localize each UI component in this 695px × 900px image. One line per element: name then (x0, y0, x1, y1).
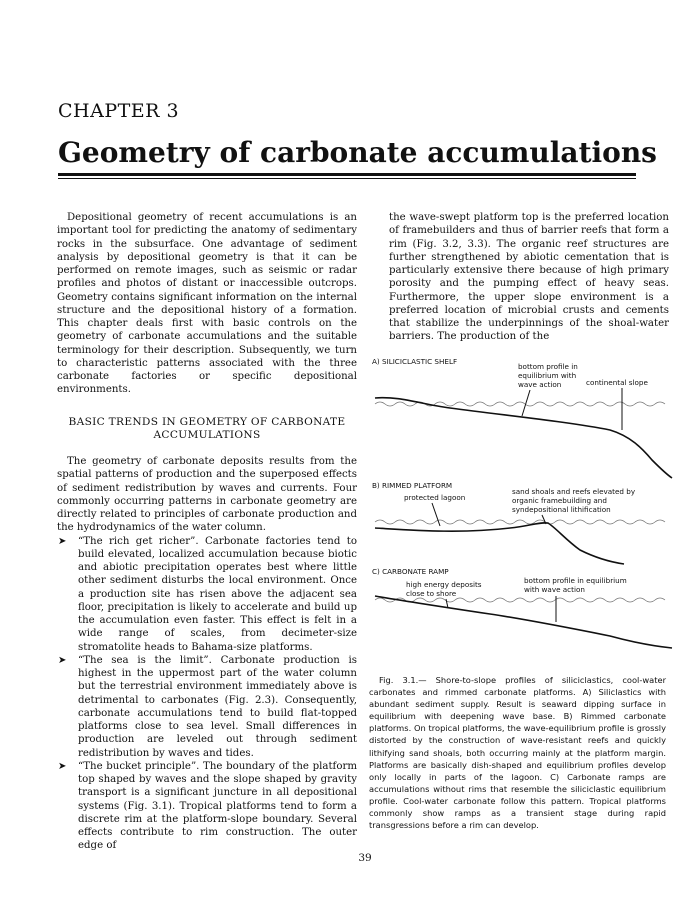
profile-diagram (370, 352, 675, 652)
panel-b-note-shoals-1: sand shoals and reefs elevated by (512, 487, 636, 496)
list-item-text: “The rich get richer”. Carbonate factories tend to build elevated, localized accumulation because biotic and abiotic precipitation operates best where little other sediment disturbs the local environment. Once a production site has risen above the adjacent sea floor, precipitation is likely to accelerate and build up the accumulation even faster. This effect is felt in a wide range of scales, from decimeter-size stromatolite heads to Bahama-size platforms. (78, 535, 357, 653)
panel-a-label: A) SILICICLASTIC SHELF (372, 357, 458, 366)
panel-b-pointer-lagoon (432, 503, 440, 526)
panel-a-note-wave-1: bottom profile in (518, 362, 578, 371)
list-item (57, 535, 357, 654)
panel-a-note-slope: continental slope (586, 378, 648, 387)
figure-3-1 (370, 352, 675, 652)
bullet-arrow-icon: ➤ (58, 535, 67, 547)
right-column (389, 211, 669, 344)
panel-c-note-eq-1: bottom profile in equilibrium (524, 576, 627, 585)
list-item-text: “The sea is the limit”. Carbonate production is highest in the uppermost part of the water column but the terrestrial environment immediately above is detrimental to carbonates (Fig. 2.3). Consequently, carbonate accumulations tend to build flat-topped platforms close to sea level. Small differences in production are leveled out through sediment redistribution by waves and tides. (78, 654, 357, 759)
panel-b-label: B) RIMMED PLATFORM (372, 481, 453, 490)
panel-a-note-wave-2: equilibrium with (518, 371, 577, 380)
panel-b-note-shoals-3: syndepositional lithification (512, 505, 611, 514)
panel-c-note-high-2: close to shore (406, 589, 457, 598)
trends-paragraph: The geometry of carbonate deposits results from the spatial patterns of production and the superposed effects of sediment redistribution by waves and currents. Four commonly occurring patterns in carbonate geometry are directly related to principles of carbonate production and the hydrodynamics of the water column. (57, 456, 357, 534)
chapter-title: Geometry of carbonate accumulations (58, 136, 657, 169)
page-number: 39 (358, 852, 372, 864)
title-rule-thin (58, 178, 636, 179)
panel-b-note-shoals-2: organic framebuilding and (512, 496, 607, 505)
bullet-arrow-icon: ➤ (58, 654, 67, 666)
panel-c-bottom-profile (375, 596, 672, 648)
figure-caption (369, 674, 666, 831)
intro-paragraph: Depositional geometry of recent accumulations is an important tool for predicting the anatomy of sedimentary rocks in the subsurface. One advantage of sediment analysis by depositional geometry is that it can be performed on remote images, such as seismic or radar profiles and photos of distant or inaccessible outcrops. Geometry contains significant information on the internal structure and the depositional history of a formation. This chapter deals first with basic controls on the geometry of carbonate accumulations and the suitable terminology for their description. Subsequently, we turn to characteristic patterns associated with the three carbonate factories or specific depositional environments. (57, 212, 357, 396)
panel-b-sea-surface (375, 520, 665, 524)
list-item (57, 654, 357, 760)
panel-a-note-wave-3: wave action (518, 380, 562, 389)
list-item (57, 760, 357, 853)
caption-text: Fig. 3.1.— Shore-to-slope profiles of siliciclastics, cool-water carbonates and rimmed carbonate platforms. A) Siliclastics with abundant sediment supply. Result is seaward dipping surface in equilibrium with deepening wave base. B) Rimmed carbonate platforms. On tropical platforms, the wave-equilibrium profile is grossly distorted by the construction of wave-resistant reefs and quickly lithifying sand shoals, both occurring mainly at the platform margin. Platforms are basically dish-shaped and equilibrium profiles develop only locally in parts of the lagoon. C) Carbonate ramps are accumulations without rims that resemble the siliciclastic equilibrium profile. Cool-water carbonate follow this pattern. Tropical platforms commonly show ramps as a transient stage during rapid transgressions before a rim can develop. (369, 675, 666, 831)
trend-list (57, 535, 357, 853)
bullet-arrow-icon: ➤ (58, 760, 67, 772)
list-item-text: “The bucket principle”. The boundary of the platform top shaped by waves and the slope shaped by gravity transport is a significant juncture in all depositional systems (Fig. 3.1). Tropical platforms tend to form a discrete rim at the platform-slope boundary. Several effects contribute to rim construction. The outer edge of (78, 760, 357, 852)
section-heading: BASIC TRENDS IN GEOMETRY OF CARBONATE ACCUMULATIONS (68, 415, 346, 441)
title-rule-thick (58, 173, 636, 176)
panel-c-note-high-1: high energy deposits (406, 580, 482, 589)
right-paragraph: the wave-swept platform top is the preferred location of framebuilders and thus of barrier reefs that form a rim (Fig. 3.2, 3.3). The organic reef structures are further strengthened by abiotic cementation that is particularly extensive there because of high primary porosity and the pumping effect of heavy seas. Furthermore, the upper slope environment is a preferred location of microbial crusts and cements that stabilize the underpinnings of the shoal-water barriers. The production of the (389, 212, 669, 343)
chapter-label: CHAPTER 3 (58, 100, 180, 122)
panel-b-bottom-profile (375, 523, 624, 564)
panel-c-note-eq-2: with wave action (524, 585, 585, 594)
panel-b-note-lagoon: protected lagoon (404, 493, 466, 502)
panel-c-label: C) CARBONATE RAMP (372, 567, 449, 576)
panel-c-sea-surface (375, 598, 665, 602)
left-column (57, 211, 357, 853)
